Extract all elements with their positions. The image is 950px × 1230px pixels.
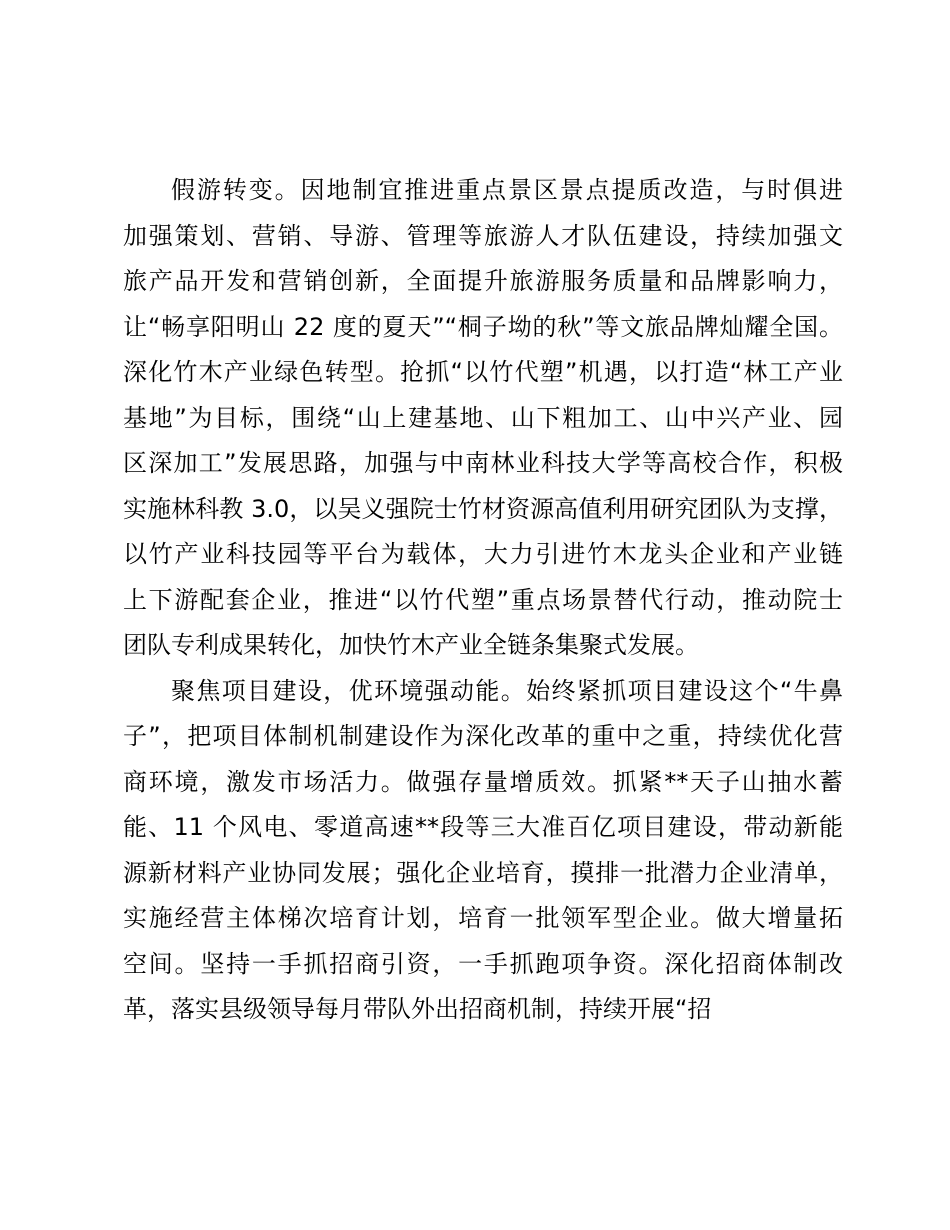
text-line: 深化竹木产业绿色转型。抢抓“以竹代塑”机遇，以打造“林工产业 <box>123 358 843 386</box>
text-line: 旅产品开发和营销创新，全面提升旅游服务质量和品牌影响力， <box>123 267 843 295</box>
text-line: 子”，把项目体制机制建设作为深化改革的重中之重，持续优化营 <box>123 722 843 750</box>
text-line: 让“畅享阳明山 22 度的夏天”“桐子坳的秋”等文旅品牌灿耀全国。 <box>123 312 843 341</box>
text-line: 区深加工”发展思路，加强与中南林业科技大学等高校合作，积极 <box>123 449 843 477</box>
text-line: 聚焦项目建设，优环境强动能。始终紧抓项目建设这个“牛鼻 <box>171 676 843 705</box>
text-line: 空间。坚持一手抓招商引资，一手抓跑项争资。深化招商体制改 <box>123 949 843 978</box>
text-line: 假游转变。因地制宜推进重点景区景点提质改造，与时俱进 <box>171 176 843 204</box>
text-line: 实施经营主体梯次培育计划，培育一批领军型企业。做大增量拓 <box>123 904 843 932</box>
text-line: 源新材料产业协同发展；强化企业培育，摸排一批潜力企业清单， <box>123 858 843 887</box>
text-line: 革，落实县级领导每月带队外出招商机制，持续开展“招 <box>123 995 712 1023</box>
text-line: 加强策划、营销、导游、管理等旅游人才队伍建设，持续加强文 <box>123 221 843 250</box>
text-line: 上下游配套企业，推进“以竹代塑”重点场景替代行动，推动院士 <box>123 585 843 614</box>
body-text <box>123 168 843 1033</box>
text-line: 商环境，激发市场活力。做强存量增质效。抓紧**天子山抽水蓄 <box>123 767 843 796</box>
text-line: 团队专利成果转化，加快竹木产业全链条集聚式发展。 <box>123 631 699 659</box>
text-line: 以竹产业科技园等平台为载体，大力引进竹木龙头企业和产业链 <box>123 540 843 568</box>
text-line: 能、11 个风电、零道高速**段等三大准百亿项目建设，带动新能 <box>123 813 843 841</box>
text-line: 基地”为目标，围绕“山上建基地、山下粗加工、山中兴产业、园 <box>123 403 843 432</box>
text-line: 实施林科教 3.0，以吴义强院士竹材资源高值利用研究团队为支撑， <box>123 494 843 523</box>
